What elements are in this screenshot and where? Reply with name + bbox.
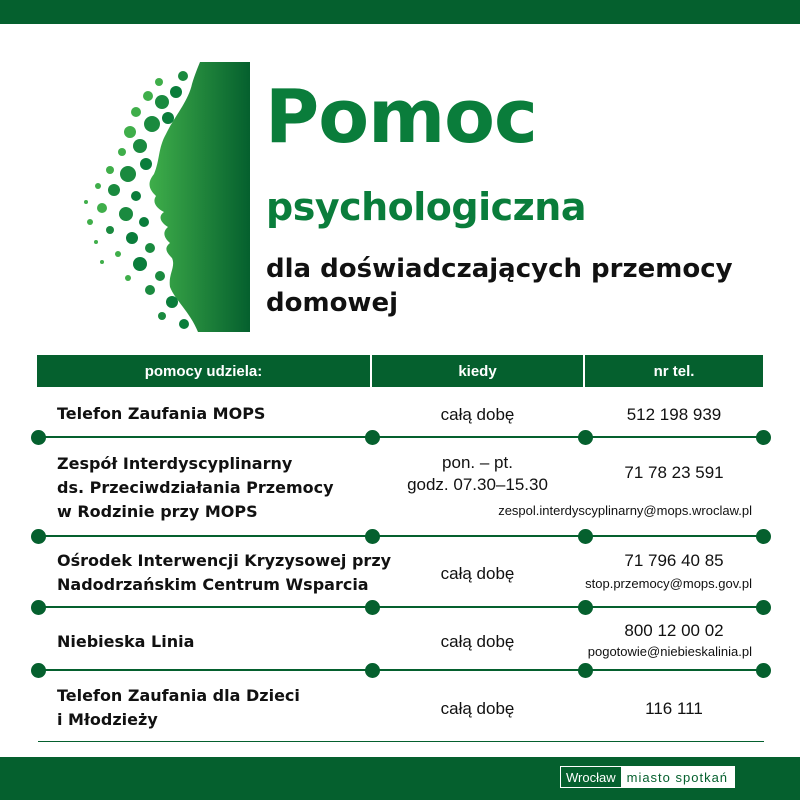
divider-dot [578,663,593,678]
table-bottom-line [38,741,764,742]
column-header-when: kiedy [372,355,583,387]
row-divider [38,669,764,671]
provider-name: Niebieska Linia [57,632,195,651]
divider-dot [365,663,380,678]
phone-number: 116 111 [645,699,703,718]
divider-dot [365,529,380,544]
provider-name: Telefon Zaufania dla Dzieci i Młodzieży [57,686,300,729]
divider-dot [31,663,46,678]
divider-dot [578,430,593,445]
provider-name: Ośrodek Interwencji Kryzysowej przy Nadodrzańskim Centrum Wsparcia [57,551,392,594]
availability: całą dobę [440,564,515,583]
wroclaw-logo [560,766,735,788]
divider-dot [31,600,46,615]
page-subtitle: psychologiczna [266,185,586,229]
column-header-provider: pomocy udziela: [37,355,370,387]
email-address: zespol.interdyscyplinarny@mops.wroclaw.pl [498,503,752,518]
logo-slogan: miasto spotkań [621,767,734,787]
phone-number: 71 78 23 591 [624,463,724,482]
row-divider [38,436,764,438]
divider-dot [365,430,380,445]
email-address: stop.przemocy@mops.gov.pl [585,576,752,591]
page-title: Pomoc [265,74,537,160]
divider-dot [756,529,771,544]
email-address: pogotowie@niebieskalinia.pl [587,644,752,659]
divider-dot [578,600,593,615]
divider-dot [31,430,46,445]
divider-dot [756,663,771,678]
availability: całą dobę [440,405,515,424]
phone-number: 800 12 00 02 [624,621,724,640]
row-divider [38,535,764,537]
logo-city-name: Wrocław [566,769,616,785]
divider-dot [756,430,771,445]
phone-number: 71 796 40 85 [624,551,724,570]
divider-dot [365,600,380,615]
page-subheading: dla doświadczających przemocy domowej [266,254,733,318]
provider-name: Telefon Zaufania MOPS [57,404,266,423]
provider-name: Zespół Interdyscyplinarny ds. Przeciwdziałania Przemocy w Rodzinie przy MOPS [57,454,334,521]
availability: pon. – pt. godz. 07.30–15.30 [407,453,548,494]
availability: całą dobę [440,699,515,718]
column-header-phone: nr tel. [585,355,763,387]
phone-number: 512 198 939 [626,405,722,424]
head-silhouette-graphic [80,62,250,332]
availability: całą dobę [440,632,515,651]
divider-dot [578,529,593,544]
divider-dot [756,600,771,615]
divider-dot [31,529,46,544]
top-band [0,0,800,24]
row-divider [38,606,764,608]
